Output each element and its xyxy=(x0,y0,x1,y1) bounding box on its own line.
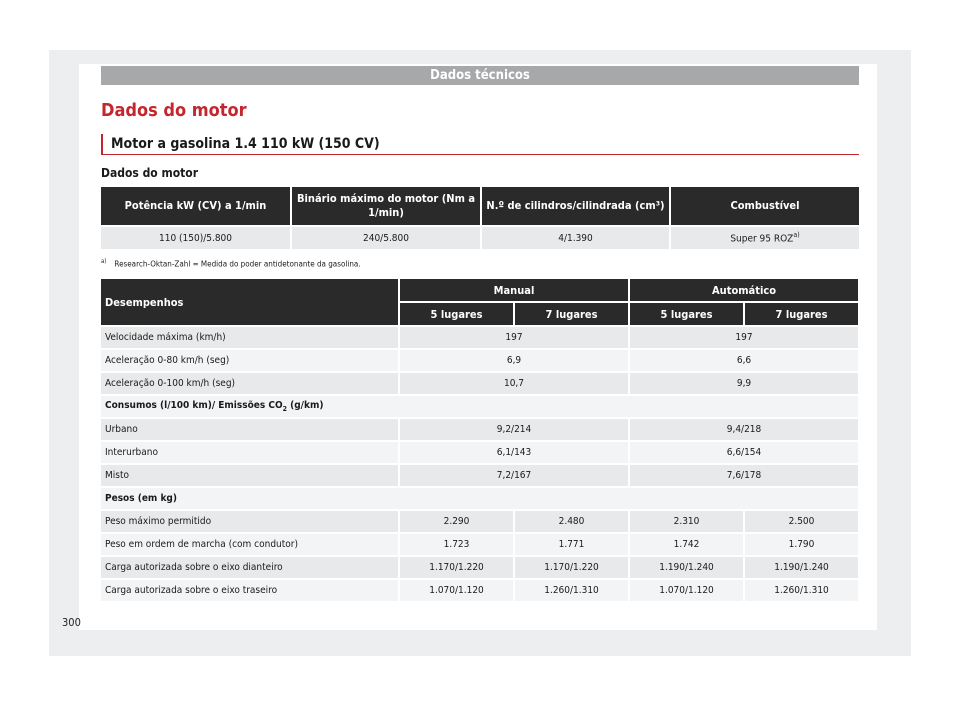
section-consumos-label xyxy=(101,395,859,418)
cell-power: 110 (150)/5.800 xyxy=(101,226,291,249)
table-row xyxy=(101,533,859,556)
section-pesos-label: Pesos (em kg) xyxy=(101,487,859,510)
cell-value: 1.190/1.240 xyxy=(629,556,744,579)
cell-torque: 240/5.800 xyxy=(291,226,481,249)
engine-subtitle xyxy=(101,134,859,155)
engine-table-header xyxy=(101,187,859,226)
table-row xyxy=(101,510,859,533)
table-row xyxy=(101,349,859,372)
table-row xyxy=(101,464,859,487)
col-desempenhos: Desempenhos xyxy=(101,279,399,326)
row-label: Aceleração 0-80 km/h (seg) xyxy=(101,349,399,372)
engine-data-table xyxy=(101,187,859,249)
row-label: Misto xyxy=(101,464,399,487)
cell-auto: 7,6/178 xyxy=(629,464,859,487)
row-label: Peso máximo permitido xyxy=(101,510,399,533)
cell-value: 1.771 xyxy=(514,533,629,556)
consumos-text: Consumos (l/100 km)/ Emissões CO xyxy=(105,400,283,411)
cell-manual: 7,2/167 xyxy=(399,464,629,487)
row-label: Velocidade máxima (km/h) xyxy=(101,326,399,349)
section-label: Dados do motor xyxy=(101,166,199,180)
cell-value: 1.170/1.220 xyxy=(514,556,629,579)
cell-manual: 10,7 xyxy=(399,372,629,395)
sub-auto-5: 5 lugares xyxy=(629,302,744,326)
col-fuel: Combustível xyxy=(670,187,859,226)
cell-manual: 6,1/143 xyxy=(399,441,629,464)
table-row xyxy=(101,556,859,579)
consumos-unit: (g/km) xyxy=(287,400,324,411)
page-number: 300 xyxy=(62,616,81,629)
fuel-footnote-marker: a) xyxy=(793,231,800,240)
chapter-header: Dados técnicos xyxy=(101,66,859,85)
cell-value: 2.480 xyxy=(514,510,629,533)
table-row xyxy=(101,372,859,395)
engine-subtitle-text: Motor a gasolina 1.4 110 kW (150 CV) xyxy=(111,136,380,152)
performance-table xyxy=(101,279,860,603)
sub-manual-7: 7 lugares xyxy=(514,302,629,326)
footnote xyxy=(101,258,361,269)
sub-manual-5: 5 lugares xyxy=(399,302,514,326)
col-torque: Binário máximo do motor (Nm a 1/min) xyxy=(291,187,481,226)
cell-manual: 197 xyxy=(399,326,629,349)
cell-cylinders: 4/1.390 xyxy=(481,226,670,249)
cell-value: 1.170/1.220 xyxy=(399,556,514,579)
table-row xyxy=(101,226,859,249)
cell-auto: 9,4/218 xyxy=(629,418,859,441)
cell-value: 1.260/1.310 xyxy=(514,579,629,602)
cell-value: 1.790 xyxy=(744,533,859,556)
row-label: Urbano xyxy=(101,418,399,441)
cell-value: 1.070/1.120 xyxy=(629,579,744,602)
cell-value: 2.290 xyxy=(399,510,514,533)
co2-subscript: 2 xyxy=(282,405,287,413)
cell-value: 1.260/1.310 xyxy=(744,579,859,602)
row-label: Interurbano xyxy=(101,441,399,464)
col-cylinders: N.º de cilindros/cilindrada (cm³) xyxy=(481,187,670,226)
cell-manual: 6,9 xyxy=(399,349,629,372)
cell-value: 1.723 xyxy=(399,533,514,556)
page-title: Dados do motor xyxy=(101,100,247,121)
footnote-text: Research-Oktan-Zahl = Medida do poder antidetonante da gasolina. xyxy=(114,259,361,269)
table-row xyxy=(101,326,859,349)
table-row xyxy=(101,579,859,602)
group-automatic: Automático xyxy=(629,279,859,302)
footnote-marker: a) xyxy=(101,258,107,265)
cell-value: 2.310 xyxy=(629,510,744,533)
cell-auto: 6,6/154 xyxy=(629,441,859,464)
row-label: Peso em ordem de marcha (com condutor) xyxy=(101,533,399,556)
cell-fuel xyxy=(670,226,859,249)
cell-value: 1.070/1.120 xyxy=(399,579,514,602)
section-row-pesos xyxy=(101,487,859,510)
cell-auto: 9,9 xyxy=(629,372,859,395)
cell-value: 1.742 xyxy=(629,533,744,556)
fuel-value: Super 95 ROZ xyxy=(730,233,794,245)
row-label: Carga autorizada sobre o eixo traseiro xyxy=(101,579,399,602)
col-power: Potência kW (CV) a 1/min xyxy=(101,187,291,226)
cell-value: 2.500 xyxy=(744,510,859,533)
sub-auto-7: 7 lugares xyxy=(744,302,859,326)
group-manual: Manual xyxy=(399,279,629,302)
table-row xyxy=(101,441,859,464)
row-label: Carga autorizada sobre o eixo dianteiro xyxy=(101,556,399,579)
cell-auto: 197 xyxy=(629,326,859,349)
row-label: Aceleração 0-100 km/h (seg) xyxy=(101,372,399,395)
cell-manual: 9,2/214 xyxy=(399,418,629,441)
cell-auto: 6,6 xyxy=(629,349,859,372)
section-row-consumos xyxy=(101,395,859,418)
cell-value: 1.190/1.240 xyxy=(744,556,859,579)
table-row xyxy=(101,418,859,441)
